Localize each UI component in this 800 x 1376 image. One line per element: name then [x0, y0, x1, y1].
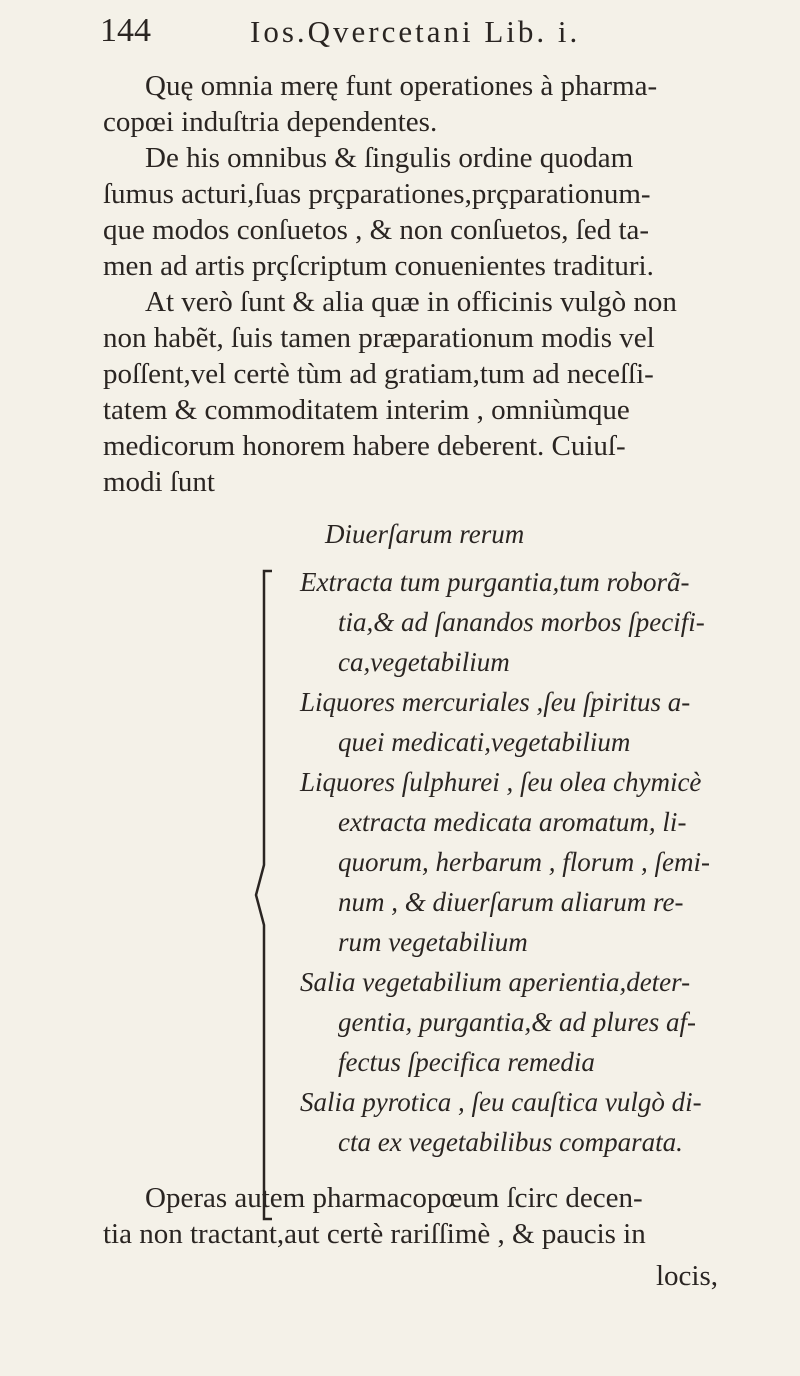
body-line: men ad artis prçſcriptum conuenientes tradituri.	[103, 250, 654, 282]
list-line: Extracta tum purgantia,tum roborã-	[300, 567, 690, 597]
list-line: rum vegetabilium	[338, 927, 528, 957]
body-line: Quę omnia merę funt operationes à pharma-	[145, 70, 658, 102]
list-line: ca,vegetabilium	[338, 647, 510, 677]
list-line: extracta medicata aromatum, li-	[338, 807, 687, 837]
body-line: Operas autem pharmacopœum ſcirc decen-	[145, 1182, 643, 1214]
running-head: Ios.Qvercetani Lib. i.	[250, 14, 581, 49]
italic-heading: Diuerſarum rerum	[325, 519, 525, 549]
body-line: modi ſunt	[103, 466, 215, 498]
body-line: tatem & commoditatem interim , omniùmque	[103, 394, 630, 426]
body-line: copœi induſtria dependentes.	[103, 106, 438, 138]
body-line: que modos conſuetos , & non conſuetos, ſed ta-	[103, 214, 650, 246]
curly-brace	[250, 565, 280, 1225]
list-line: Liquores ſulphurei , ſeu olea chymicè	[300, 767, 702, 797]
list-line: cta ex vegetabilibus comparata.	[338, 1127, 683, 1157]
list-line: Salia vegetabilium aperientia,deter-	[300, 967, 691, 997]
list-line: quorum, herbarum , florum , ſemi-	[338, 847, 710, 877]
page-header	[100, 12, 760, 52]
body-line: non habẽt, ſuis tamen præparationum modis vel	[103, 322, 655, 354]
list-line: tia,& ad ſanandos morbos ſpecifi-	[338, 607, 705, 637]
body-line: At verò ſunt & alia quæ in officinis vulgò non	[145, 286, 677, 318]
body-line: ſumus acturi,ſuas prçparationes,prçparationum-	[103, 178, 651, 210]
catchword: locis,	[656, 1260, 719, 1292]
body-line: medicorum honorem habere deberent. Cuiuſ-	[103, 430, 626, 462]
list-line: gentia, purgantia,& ad plures af-	[338, 1007, 696, 1037]
page-number: 144	[100, 12, 151, 49]
list-line: num , & diuerſarum aliarum re-	[338, 887, 684, 917]
list-line: Salia pyrotica , ſeu cauſtica vulgò di-	[300, 1087, 702, 1117]
body-line: tia non tractant,aut certè rariſſimè , & paucis in	[103, 1218, 646, 1250]
list-line: quei medicati,vegetabilium	[338, 727, 631, 757]
list-line: fectus ſpecifica remedia	[338, 1047, 595, 1077]
list-line: Liquores mercuriales ,ſeu ſpiritus a-	[300, 687, 691, 717]
body-line: poſſent,vel certè tùm ad gratiam,tum ad neceſſi-	[103, 358, 654, 390]
body-line: De his omnibus & ſingulis ordine quodam	[145, 142, 634, 174]
